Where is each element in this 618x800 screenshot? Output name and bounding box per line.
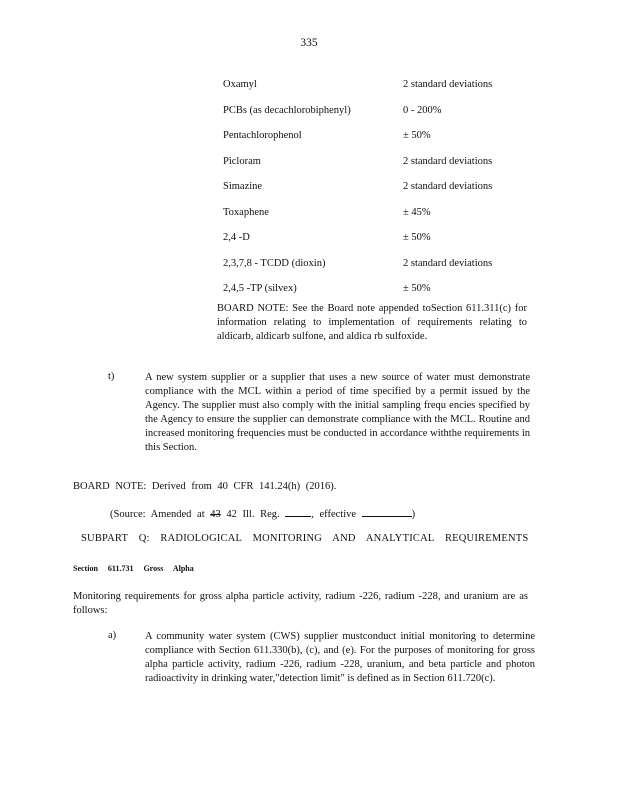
struck-volume: 43 [210,509,221,520]
table-row [223,207,553,233]
table-row [223,258,553,284]
table-row [223,79,553,105]
contaminant-name: Picloram [223,155,261,167]
tolerance-value: ± 50% [403,130,431,141]
intro-paragraph: Monitoring requirements for gross alpha particle activity, radium -226, radium -228, and uranium are as follows: [73,591,528,616]
table-row [223,156,553,182]
contaminant-name: Toxaphene [223,206,269,218]
contaminant-name: Pentachlorophenol [223,130,302,141]
page-number: 335 [300,37,318,49]
paragraph-marker: t) [108,371,115,382]
table-row [223,130,553,156]
section-heading: Section 611.731 Gross Alpha [73,564,194,573]
board-note-derived: BOARD NOTE: Derived from 40 CFR 141.24(h) (2016). [73,481,337,492]
paragraph-marker: a) [108,630,117,641]
tolerance-value: 2 standard deviations [403,257,493,269]
tolerance-value: ± 50% [403,283,431,294]
table-row [223,181,553,207]
board-note-aldicarb: BOARD NOTE: See the Board note appended toSection 611.311(c) for information relating to implementation of requirements relating to aldicarb, aldicarb sulfone, and aldica rb sulfoxide. [217,303,527,342]
tolerance-value: ± 50% [403,232,431,243]
subpart-heading: SUBPART Q: RADIOLOGICAL MONITORING AND ANALYTICAL REQUIREMENTS [81,533,529,544]
contaminant-name: Oxamyl [223,79,257,90]
source-note [110,506,415,520]
paragraph-text: A new system supplier or a supplier that uses a new source of water must demonstrate compliance with the MCL within a period of time specified by a permit issued by the Agency. The supplier must also comply with the initial sampling frequ encies specified by the Agency to ensure the supplier can demonstrate compliance with the MCL. Routine and increased monitoring frequencies must be conducted in accordance withthe requirements in this Section. [145,372,530,453]
contaminant-name: 2,4,5 -TP (silvex) [223,283,297,294]
tolerance-table [223,79,553,309]
table-row [223,105,553,131]
tolerance-value: 2 standard deviations [403,155,493,167]
blank-line [362,506,412,517]
tolerance-value: 2 standard deviations [403,181,493,192]
source-after-blank: , effective [311,509,362,520]
contaminant-name: 2,3,7,8 - TCDD (dioxin) [223,257,326,269]
source-suffix: ) [411,509,416,520]
contaminant-name: 2,4 -D [223,232,250,243]
source-middle: 42 Ill. Reg. [220,509,286,520]
tolerance-value: ± 45% [403,206,431,218]
table-row [223,232,553,258]
source-prefix: (Source: Amended at [110,509,211,520]
paragraph-text: A community water system (CWS) supplier mustconduct initial monitoring to determine compliance with Section 611.330(b), (c), and (e). For the purposes of monitoring for gross alpha particle activity, radium -226, radium -228, uranium, and beta particle and photon radioactivity in drinking water,"detection limit" is defined as in Section 611.720(c). [145,631,535,684]
contaminant-name: PCBs (as decachlorobiphenyl) [223,104,351,116]
contaminant-name: Simazine [223,181,263,192]
tolerance-value: 0 - 200% [403,104,442,116]
blank-line [285,506,311,517]
tolerance-value: 2 standard deviations [403,79,493,90]
